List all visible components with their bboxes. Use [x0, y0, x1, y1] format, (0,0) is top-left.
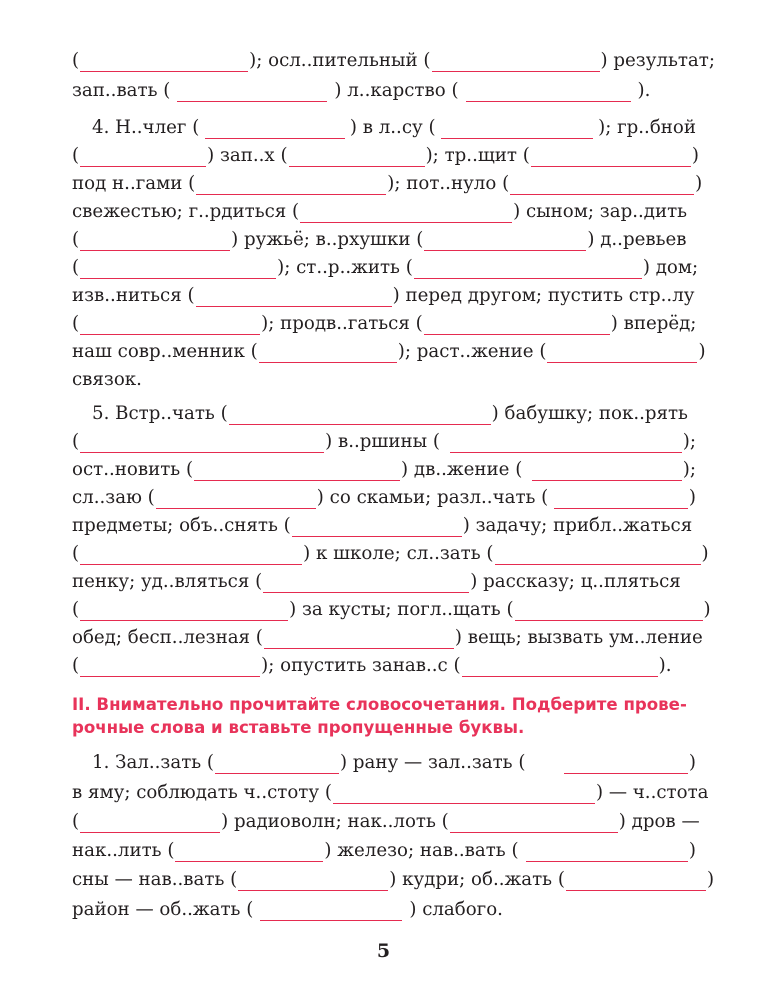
answer-blank[interactable]: [462, 659, 658, 677]
answer-blank[interactable]: [532, 463, 682, 481]
exercise-line: ( ) к школе; сл..зать ( ): [72, 543, 709, 564]
answer-blank[interactable]: [547, 345, 697, 363]
exercise-line: ( ) в..ршины ( );: [72, 431, 696, 452]
exercise-line: связок.: [72, 369, 142, 390]
exercise-line: ( ); продв..гаться ( ) вперёд;: [72, 313, 697, 334]
exercise-line: ( ) ружьё; в..рхушки ( ) д..ревьев: [72, 229, 687, 250]
exercise-line: наш совр..менник ( ); раст..жение ( ): [72, 341, 706, 362]
answer-blank[interactable]: [432, 54, 600, 72]
exercise-line: ( ); ст..р..жить ( ) дом;: [72, 257, 699, 278]
answer-blank[interactable]: [566, 873, 706, 891]
answer-blank[interactable]: [177, 84, 327, 102]
answer-blank[interactable]: [424, 233, 586, 251]
answer-blank[interactable]: [264, 631, 454, 649]
answer-blank[interactable]: [238, 873, 388, 891]
exercise-line: ост..новить ( ) дв..жение ( );: [72, 459, 696, 480]
answer-blank[interactable]: [300, 205, 512, 223]
exercise-line: предметы; объ..снять ( ) задачу; прибл..жаться: [72, 515, 693, 536]
answer-blank[interactable]: [80, 435, 324, 453]
answer-blank[interactable]: [466, 84, 631, 102]
answer-blank[interactable]: [515, 603, 703, 621]
exercise-line: 5. Встр..чать ( ) бабушку; пок..рять: [92, 403, 688, 424]
exercise-line: сны — нав..вать ( ) кудри; об..жать ( ): [72, 869, 715, 890]
answer-blank[interactable]: [156, 491, 316, 509]
answer-blank[interactable]: [263, 575, 469, 593]
answer-blank[interactable]: [80, 233, 230, 251]
exercise-line: зап..вать ( ) л..карство ( ).: [72, 80, 651, 101]
exercise-line: свежестью; г..рдиться ( ) сыном; зар..дить: [72, 201, 688, 222]
answer-blank[interactable]: [229, 407, 491, 425]
answer-blank[interactable]: [80, 815, 220, 833]
answer-blank[interactable]: [194, 463, 400, 481]
answer-blank[interactable]: [292, 519, 462, 537]
answer-blank[interactable]: [260, 903, 402, 921]
answer-blank[interactable]: [196, 289, 392, 307]
answer-blank[interactable]: [333, 786, 595, 804]
exercise-line: ( ); осл..пительный ( ) результат;: [72, 50, 715, 71]
exercise-line: нак..лить ( ) железо; нав..вать ( ): [72, 840, 696, 861]
exercise-line: обед; бесп..лезная ( ) вещь; вызвать ум..ление: [72, 627, 703, 648]
answer-blank[interactable]: [495, 547, 701, 565]
answer-blank[interactable]: [215, 756, 339, 774]
exercise-line: изв..ниться ( ) перед другом; пустить стр..лу: [72, 285, 695, 306]
answer-blank[interactable]: [80, 317, 260, 335]
answer-blank[interactable]: [80, 149, 206, 167]
answer-blank[interactable]: [80, 603, 288, 621]
answer-blank[interactable]: [450, 815, 618, 833]
exercise-line: ( ) зап..х ( ); тр..щит ( ): [72, 145, 699, 166]
answer-blank[interactable]: [289, 149, 425, 167]
answer-blank[interactable]: [259, 345, 397, 363]
exercise-line: сл..заю ( ) со скамьи; разл..чать ( ): [72, 487, 696, 508]
answer-blank[interactable]: [450, 435, 682, 453]
exercise-line: под н..гами ( ); пот..нуло ( ): [72, 173, 703, 194]
answer-blank[interactable]: [510, 177, 694, 195]
answer-blank[interactable]: [80, 54, 248, 72]
answer-blank[interactable]: [441, 121, 593, 139]
answer-blank[interactable]: [80, 659, 260, 677]
answer-blank[interactable]: [564, 756, 688, 774]
answer-blank[interactable]: [205, 121, 345, 139]
exercise-line: 4. Н..члег ( ) в л..су ( ); гр..бной: [92, 117, 696, 138]
answer-blank[interactable]: [414, 261, 642, 279]
task-heading-line-2: рочные слова и вставьте пропущенные буквы.: [72, 718, 525, 737]
answer-blank[interactable]: [531, 149, 691, 167]
answer-blank[interactable]: [424, 317, 610, 335]
exercise-line: в яму; соблюдать ч..стоту ( ) — ч..стота: [72, 782, 709, 803]
exercise-line: пенку; уд..вляться ( ) рассказу; ц..пляться: [72, 571, 681, 592]
exercise-line: ( ); опустить занав..с ( ).: [72, 655, 672, 676]
exercise-line: район — об..жать ( ) слабого.: [72, 899, 503, 920]
exercise-line: ( ) радиоволн; нак..лоть ( ) дров —: [72, 811, 700, 832]
answer-blank[interactable]: [80, 261, 276, 279]
answer-blank[interactable]: [175, 844, 323, 862]
exercise-line: ( ) за кусты; погл..щать ( ): [72, 599, 711, 620]
answer-blank[interactable]: [196, 177, 386, 195]
answer-blank[interactable]: [554, 491, 688, 509]
task-heading-line-1: II. Внимательно прочитайте словосочетания. Подберите прове-: [72, 695, 687, 714]
page-number: 5: [376, 940, 391, 962]
answer-blank[interactable]: [80, 547, 302, 565]
answer-blank[interactable]: [526, 844, 688, 862]
exercise-line: 1. Зал..зать ( ) рану — зал..зать ( ): [92, 752, 696, 773]
